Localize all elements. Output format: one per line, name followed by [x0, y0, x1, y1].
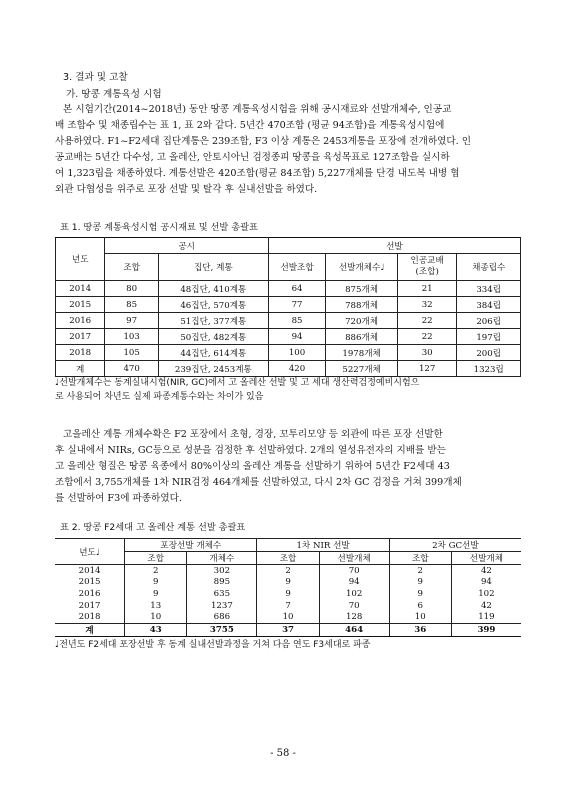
table1-cell: 875개체 — [326, 281, 398, 297]
table1-cell: 50집단, 482계통 — [158, 329, 268, 345]
table1-cell: 51집단, 377계통 — [158, 313, 268, 329]
table2-header-group: 1차 NIR 선발 — [257, 539, 389, 552]
paragraph-line: 고올레산 계통 개체수확은 F2 포장에서 초형, 경장, 꼬투리모양 등 외관에 따른 포장 선발한 — [63, 429, 443, 440]
table2-col-header: 조합 — [257, 552, 319, 565]
table1-col-header: 인공교배 (조합) — [397, 254, 457, 281]
table1-cell: 788개체 — [326, 297, 398, 313]
table1-cell: 720개체 — [326, 313, 398, 329]
table2-header-year: 년도♩ — [55, 539, 125, 565]
table2-cell: 70 — [319, 600, 389, 612]
table2-cell: 7 — [257, 600, 319, 612]
table2-cell: 464 — [319, 623, 389, 636]
table1-cell: 2015 — [56, 297, 105, 313]
table1-col-header: 선발조합 — [268, 254, 325, 281]
table2-cell: 36 — [389, 623, 451, 636]
table1-cell: 85 — [268, 313, 325, 329]
table1-cell: 77 — [268, 297, 325, 313]
table1-cell: 64 — [268, 281, 325, 297]
table2-cell: 9 — [257, 588, 319, 600]
table1-cell: 22 — [397, 313, 457, 329]
table2-cell: 102 — [319, 588, 389, 600]
paragraph-line: 배 조합수 및 채종립수는 표 1, 표 2와 같다. 5년간 470조합 (평균 94조합)을 계통육성시험에 — [55, 120, 445, 131]
paragraph-line: 고 올레산 형질은 땅콩 육종에서 80%이상의 올레산 계통을 선발하기 위하여 5년간 F2세대 43 — [55, 461, 450, 472]
table2-cell: 2 — [257, 565, 319, 577]
table2-cell: 9 — [125, 588, 187, 600]
table1-cell: 200립 — [457, 345, 521, 361]
table1-col-header: 채종립수 — [457, 254, 521, 281]
table2-cell: 94 — [451, 577, 521, 589]
table1-cell: 30 — [397, 345, 457, 361]
table2-cell: 70 — [319, 565, 389, 577]
table2-col-header: 선발개체 — [319, 552, 389, 565]
table1-cell: 886개체 — [326, 329, 398, 345]
table1-header-year: 년도 — [56, 238, 105, 281]
table2-cell: 13 — [125, 600, 187, 612]
table1-cell: 85 — [105, 297, 158, 313]
table2-cell: 10 — [389, 611, 451, 623]
table1-cell: 46집단, 570계통 — [158, 297, 268, 313]
paragraph-line: 공교배는 5년간 다수성, 고 올레산, 안토시아닌 검정종피 땅콩을 육성목표로 127조합을 실시하 — [55, 152, 450, 163]
table2-cell: 2014 — [55, 565, 125, 577]
table1-row — [56, 297, 521, 313]
table2-cell: 2015 — [55, 577, 125, 589]
table1-cell: 2017 — [56, 329, 105, 345]
table2-cell: 686 — [187, 611, 257, 623]
table2-cell: 계 — [55, 623, 125, 636]
table2-cell: 128 — [319, 611, 389, 623]
paragraph-line: 본 시험기간(2014~2018년) 동안 땅콩 계통육성시험을 위해 공시재료와 선발개체수, 인공교 — [63, 104, 452, 115]
table1-cell: 420 — [268, 361, 325, 377]
table1 — [55, 237, 521, 377]
table1-cell: 100 — [268, 345, 325, 361]
table2-cell: 42 — [451, 565, 521, 577]
table2-cell: 3755 — [187, 623, 257, 636]
table1-cell: 80 — [105, 281, 158, 297]
table1-cell: 48집단, 410계통 — [158, 281, 268, 297]
paragraph-line: 를 선발하여 F3에 파종하였다. — [55, 493, 182, 504]
table1-cell: 127 — [397, 361, 457, 377]
table1-cell: 97 — [105, 313, 158, 329]
table1-note: 로 사용되어 차년도 실제 파종계통수와는 차이가 있음 — [55, 392, 264, 402]
table2-row — [55, 565, 521, 577]
table2 — [55, 538, 521, 637]
table2-col-header: 개체수 — [187, 552, 257, 565]
table2-caption: 표 2. 땅콩 F2세대 고 올레산 계통 선발 총괄표 — [60, 522, 246, 533]
table2-cell: 10 — [257, 611, 319, 623]
table2-cell: 9 — [389, 577, 451, 589]
paragraph-line: 사용하였다. F1~F2세대 집단계통은 239조합, F3 이상 계통은 2453계통을 포장에 전개하였다. 인 — [55, 136, 471, 147]
table2-cell: 119 — [451, 611, 521, 623]
table2-cell: 10 — [125, 611, 187, 623]
table2-cell: 302 — [187, 565, 257, 577]
table2-cell: 9 — [389, 588, 451, 600]
table1-cell: 103 — [105, 329, 158, 345]
table1-total-row — [56, 361, 521, 377]
table1-cell: 470 — [105, 361, 158, 377]
table2-row — [55, 577, 521, 589]
table1-col-header: 선발개체수♩ — [326, 254, 398, 281]
page-number: - 58 - — [270, 748, 296, 759]
table2-cell: 6 — [389, 600, 451, 612]
table1-cell: 22 — [397, 329, 457, 345]
paragraph-line: 외관 다협성을 위주로 포장 선발 및 탈각 후 실내선발을 하였다. — [55, 184, 318, 195]
subsection-heading: 가. 땅콩 계통육성 시험 — [66, 89, 162, 100]
paragraph-line: 후 실내에서 NIRs, GC등으로 성분을 검정한 후 선발하였다. 2개의 열성유전자의 지배를 받는 — [55, 445, 446, 456]
table1-cell: 206립 — [457, 313, 521, 329]
table2-cell: 399 — [451, 623, 521, 636]
table2-col-header: 조합 — [389, 552, 451, 565]
table1-cell: 239집단, 2453계통 — [158, 361, 268, 377]
table2-header-group: 포장선발 개체수 — [125, 539, 257, 552]
table1-cell: 105 — [105, 345, 158, 361]
table2-row — [55, 600, 521, 612]
table1-row — [56, 313, 521, 329]
table2-cell: 9 — [257, 577, 319, 589]
table2-col-header: 선발개체 — [451, 552, 521, 565]
table2-cell: 2 — [389, 565, 451, 577]
table2-cell: 635 — [187, 588, 257, 600]
table2-cell: 37 — [257, 623, 319, 636]
table1-header-group: 선발 — [268, 238, 520, 254]
table1-cell: 21 — [397, 281, 457, 297]
table1-header-group: 공시 — [105, 238, 268, 254]
table2-total-row — [55, 623, 521, 636]
table1-note: ♩선발개체수는 동계실내시험(NIR, GC)에서 고 올레산 선발 및 고 세대 생산력검정예비시험으 — [55, 378, 420, 388]
paragraph-line: 여 1,323립을 채종하였다. 계통선발은 420조합(평균 84조합) 5,227개체를 단경 내도복 내병 협 — [55, 168, 460, 179]
table2-row — [55, 611, 521, 623]
table2-cell: 43 — [125, 623, 187, 636]
table1-cell: 2018 — [56, 345, 105, 361]
table2-note: ♩전년도 F2세대 포장선발 후 동계 실내선발과정을 거쳐 다음 연도 F3세대로 파종 — [55, 640, 371, 650]
table1-cell: 197립 — [457, 329, 521, 345]
table2-col-header: 조합 — [125, 552, 187, 565]
paragraph-line: 조합에서 3,755개체를 1차 NIR검정 464개체를 선발하였고, 다시 2차 GC 검정을 거쳐 399개체 — [55, 477, 462, 488]
table2-cell: 1237 — [187, 600, 257, 612]
table2-cell: 2016 — [55, 588, 125, 600]
table1-cell: 1978개체 — [326, 345, 398, 361]
table1-cell: 계 — [56, 361, 105, 377]
table1-row — [56, 345, 521, 361]
table1-cell: 32 — [397, 297, 457, 313]
table2-cell: 2 — [125, 565, 187, 577]
table2-cell: 895 — [187, 577, 257, 589]
table2-cell: 2018 — [55, 611, 125, 623]
table1-cell: 44집단, 614계통 — [158, 345, 268, 361]
table1-cell: 94 — [268, 329, 325, 345]
table2-cell: 9 — [125, 577, 187, 589]
table1-row — [56, 281, 521, 297]
table2-cell: 102 — [451, 588, 521, 600]
table2-header-group: 2차 GC선발 — [389, 539, 521, 552]
table1-cell: 334립 — [457, 281, 521, 297]
table1-caption: 표 1. 땅콩 계통육성시험 공시재료 및 선발 총괄표 — [60, 222, 258, 233]
table2-cell: 94 — [319, 577, 389, 589]
table1-row — [56, 329, 521, 345]
table1-cell: 1323립 — [457, 361, 521, 377]
table1-col-header: 집단, 계통 — [158, 254, 268, 281]
table1-cell: 5227개체 — [326, 361, 398, 377]
section-heading: 3. 결과 및 고찰 — [63, 72, 128, 83]
table2-cell: 42 — [451, 600, 521, 612]
table1-cell: 2016 — [56, 313, 105, 329]
table1-cell: 2014 — [56, 281, 105, 297]
table1-cell: 384립 — [457, 297, 521, 313]
table2-row — [55, 588, 521, 600]
table2-cell: 2017 — [55, 600, 125, 612]
table1-col-header: 조합 — [105, 254, 158, 281]
